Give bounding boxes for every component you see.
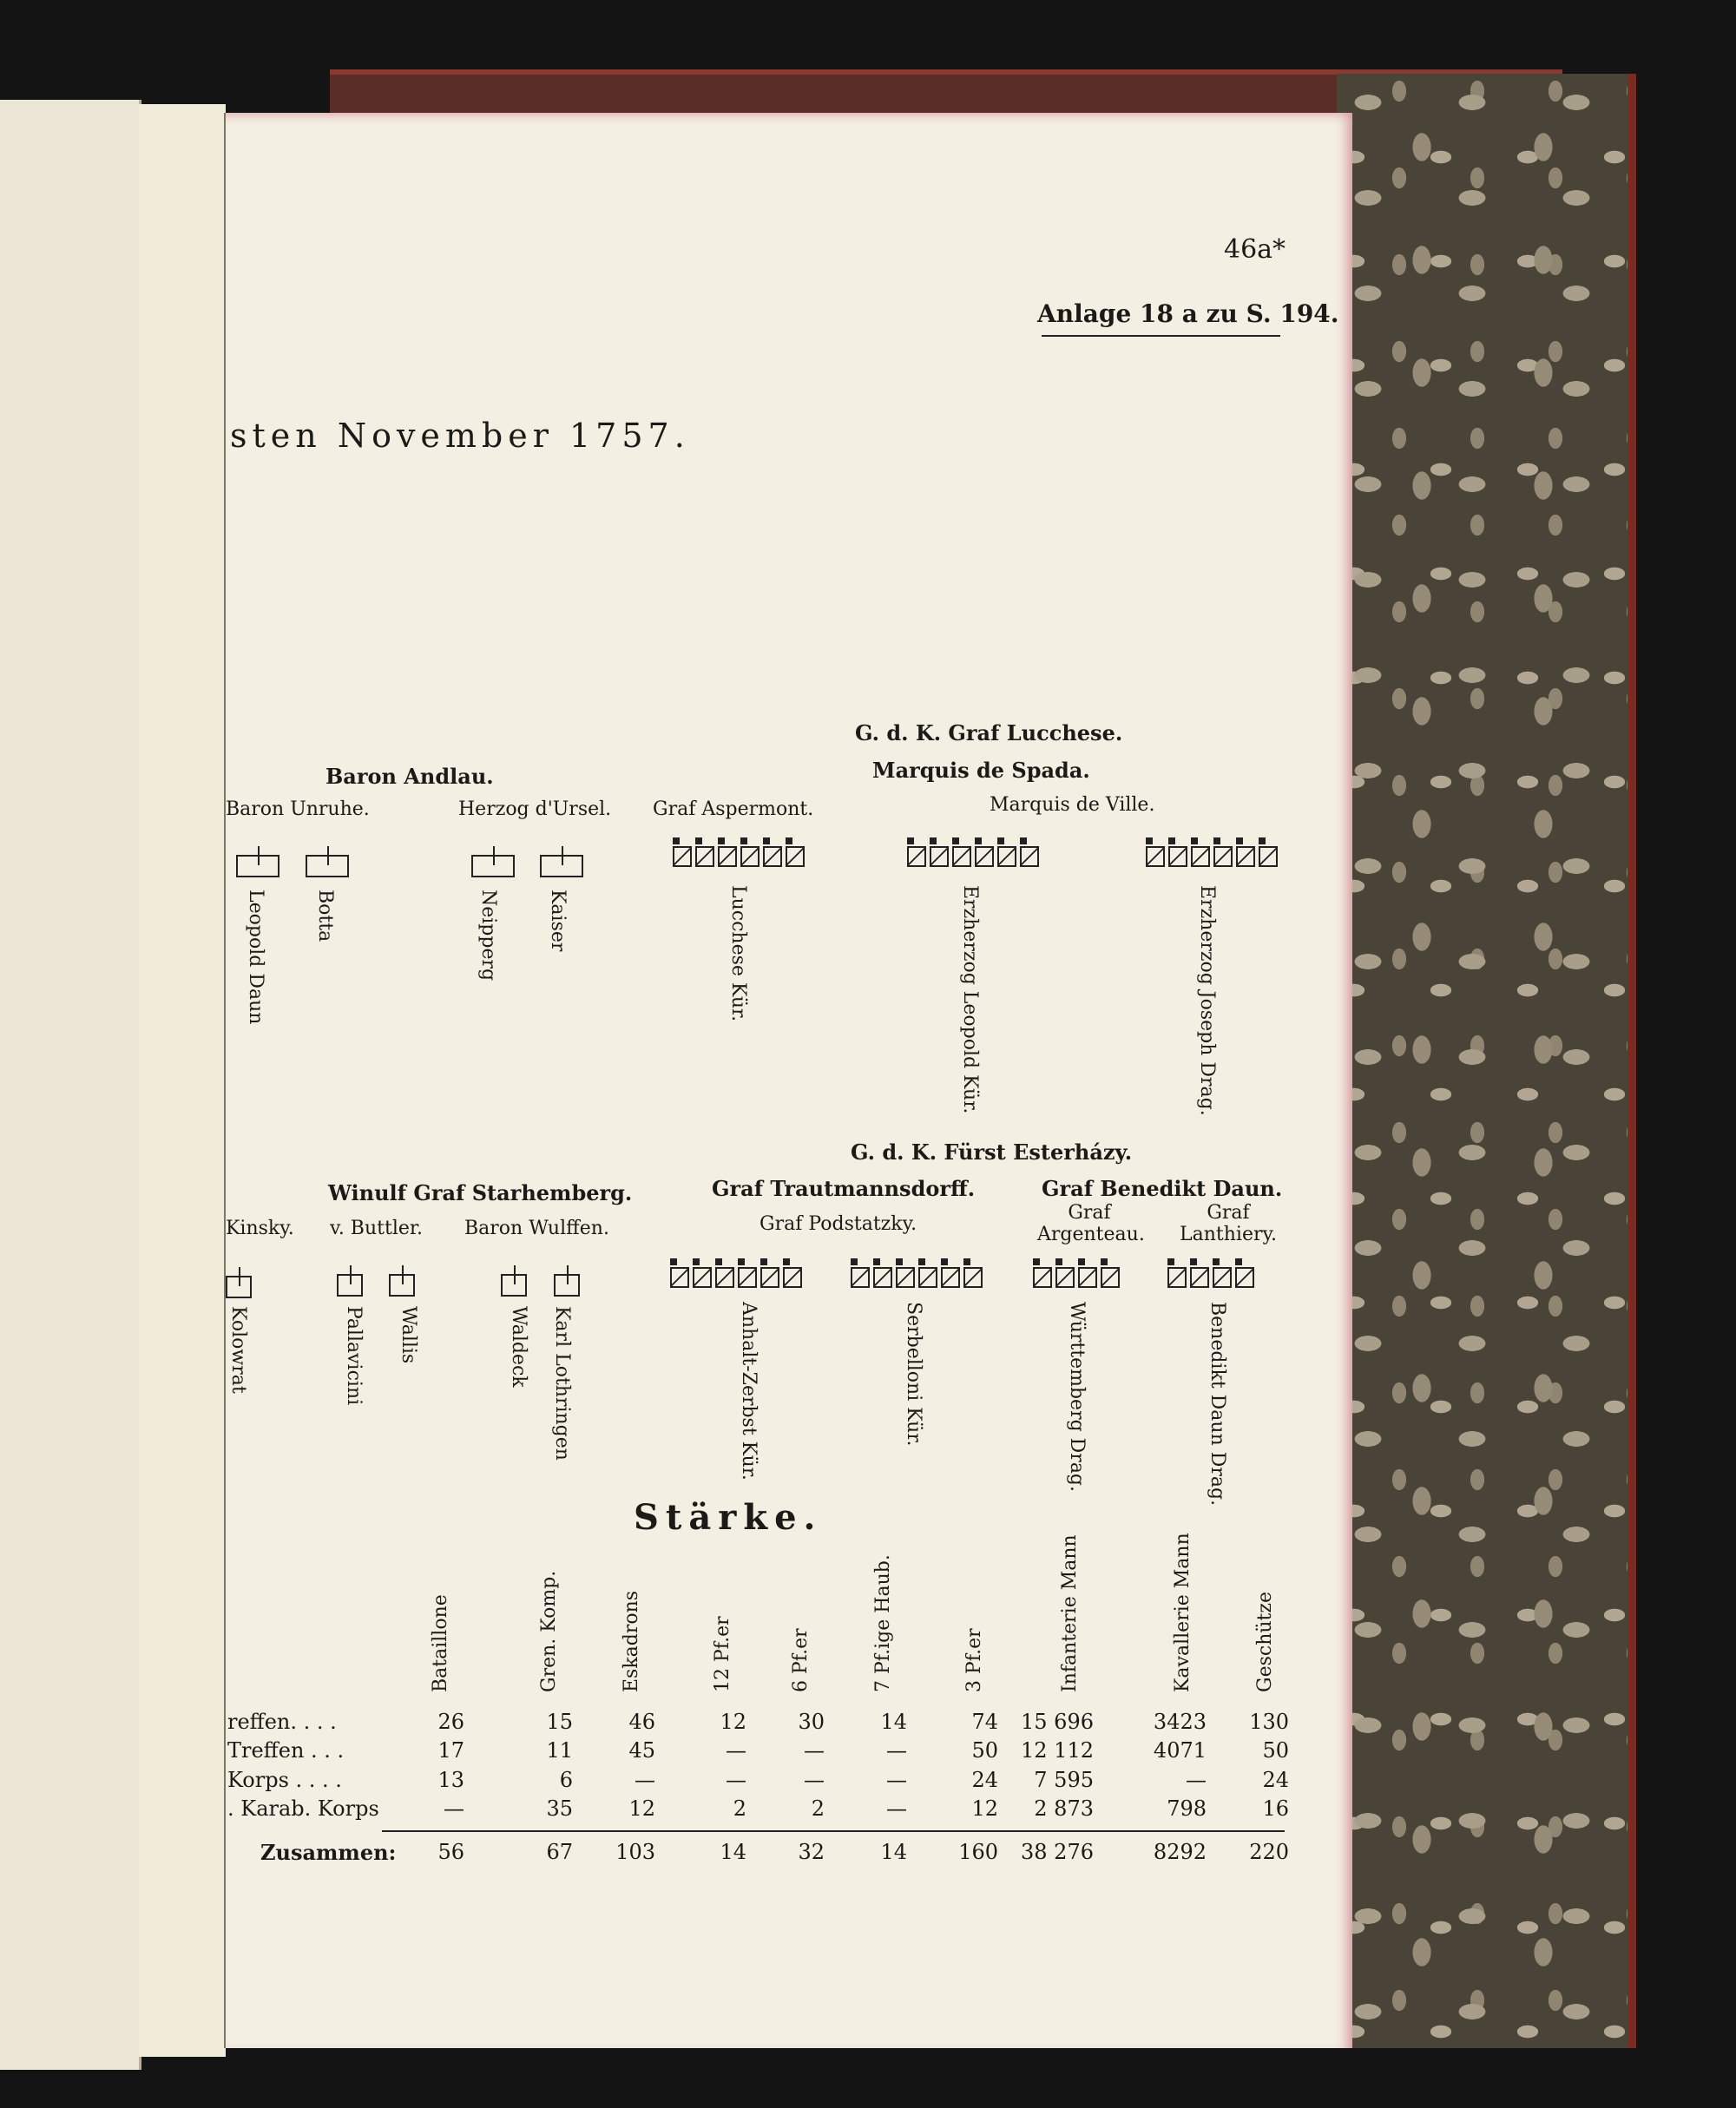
- battalion-symbol: [389, 1274, 415, 1297]
- total-cell: 8292: [1153, 1840, 1207, 1864]
- unit-label: Erzherzog Leopold Kür.: [959, 885, 981, 1114]
- upper-sub-2: Herzog d'Ursel.: [458, 798, 612, 820]
- table-cell: —: [726, 1768, 746, 1792]
- unit-label: Kaiser: [547, 890, 569, 952]
- lower-sub-3: Baron Wulffen.: [464, 1218, 609, 1239]
- staerke-title: Stärke.: [634, 1497, 823, 1538]
- lower-sub-4: Graf Podstatzky.: [760, 1213, 917, 1235]
- page-gutter: [139, 104, 226, 2057]
- total-cell: 14: [720, 1840, 746, 1864]
- column-header: Geschütze: [1254, 1592, 1276, 1692]
- table-cell: 12: [628, 1796, 655, 1821]
- column-header: Eskadrons: [621, 1590, 642, 1692]
- table-cell: 14: [880, 1710, 907, 1734]
- table-cell: 2 873: [1034, 1796, 1094, 1821]
- unit-label: Waldeck: [508, 1306, 529, 1388]
- anlage-underline: [1042, 330, 1280, 337]
- total-cell: 14: [880, 1840, 907, 1864]
- battalion-symbol: [540, 855, 583, 877]
- table-cell: 13: [437, 1768, 464, 1792]
- unit-label: Botta: [314, 890, 336, 942]
- column-header: 7 Pf.ige Haub.: [872, 1554, 894, 1692]
- table-cell: 4071: [1153, 1738, 1207, 1763]
- battalion-symbol: [337, 1274, 363, 1297]
- left-page: [0, 100, 141, 2070]
- table-cell: 15 696: [1021, 1710, 1094, 1734]
- unit-label: Karl Lothringen: [551, 1306, 573, 1461]
- unit-label: Kolowrat: [227, 1306, 249, 1394]
- table-cell: 16: [1262, 1796, 1289, 1821]
- table-cell: 6: [559, 1768, 573, 1792]
- table-cell: 74: [971, 1710, 998, 1734]
- table-cell: —: [1186, 1768, 1207, 1792]
- book-cover-pattern: [1337, 74, 1636, 2048]
- table-cell: 7 595: [1034, 1768, 1094, 1792]
- unit-label: Erzherzog Joseph Drag.: [1196, 885, 1218, 1116]
- row-label: Korps . . . .: [227, 1768, 342, 1792]
- table-cell: 45: [628, 1738, 655, 1763]
- table-cell: 24: [971, 1768, 998, 1792]
- total-cell: 56: [437, 1840, 464, 1864]
- battalion-symbol: [236, 855, 279, 877]
- table-cell: 12: [720, 1710, 746, 1734]
- table-cell: 2: [733, 1796, 746, 1821]
- lower-sub-2: v. Buttler.: [330, 1218, 423, 1239]
- table-cell: —: [444, 1796, 464, 1821]
- table-cell: 26: [437, 1710, 464, 1734]
- lower-group-2: Graf Trautmannsdorff.: [712, 1176, 976, 1201]
- unit-label: Serbelloni Kür.: [903, 1302, 924, 1447]
- unit-label: Pallavicini: [343, 1306, 365, 1406]
- row-label: . Karab. Korps: [227, 1796, 379, 1821]
- column-header: 3 Pf.er: [963, 1628, 985, 1692]
- table-cell: 3423: [1153, 1710, 1207, 1734]
- upper-group-left: Baron Andlau.: [326, 764, 494, 789]
- table-cell: 12 112: [1021, 1738, 1094, 1763]
- table-cell: —: [804, 1768, 825, 1792]
- table-cell: 30: [798, 1710, 825, 1734]
- lower-sub-1: Kinsky.: [226, 1218, 294, 1239]
- table-cell: 2: [811, 1796, 825, 1821]
- unit-label: Leopold Daun: [245, 890, 266, 1025]
- row-label: reffen. . . .: [227, 1710, 337, 1734]
- table-cell: —: [886, 1796, 907, 1821]
- total-cell: 67: [546, 1840, 573, 1864]
- upper-sub-1: Baron Unruhe.: [226, 798, 370, 820]
- table-cell: —: [726, 1738, 746, 1763]
- table-cell: —: [886, 1768, 907, 1792]
- battalion-symbol: [306, 855, 349, 877]
- total-cell: 160: [958, 1840, 998, 1864]
- table-cell: —: [635, 1768, 655, 1792]
- upper-sub-3: Graf Aspermont.: [653, 798, 814, 820]
- unit-label: Neipperg: [477, 890, 499, 982]
- upper-group-right: Marquis de Spada.: [872, 758, 1090, 783]
- table-cell: 50: [971, 1738, 998, 1763]
- anlage-reference: Anlage 18 a zu S. 194.: [1037, 299, 1339, 328]
- cavalry-flags: [673, 846, 805, 867]
- unit-label: Wallis: [398, 1306, 419, 1364]
- table-cell: 11: [546, 1738, 573, 1763]
- column-header: Gren. Komp.: [538, 1570, 560, 1692]
- page-title: sten November 1757.: [230, 417, 690, 455]
- cavalry-flags: [1033, 1267, 1120, 1288]
- battalion-symbol: [226, 1276, 252, 1298]
- column-header: 12 Pf.er: [712, 1616, 733, 1692]
- column-header: Infanterie Mann: [1059, 1534, 1081, 1692]
- table-cell: 24: [1262, 1768, 1289, 1792]
- cavalry-flags: [851, 1267, 983, 1288]
- unit-label: Württemberg Drag.: [1066, 1302, 1088, 1493]
- table-cell: 17: [437, 1738, 464, 1763]
- battalion-symbol: [554, 1274, 580, 1297]
- cavalry-flags: [907, 846, 1039, 867]
- lower-commander: G. d. K. Fürst Esterházy.: [851, 1139, 1133, 1165]
- table-cell: 798: [1167, 1796, 1207, 1821]
- table-cell: 15: [546, 1710, 573, 1734]
- battalion-symbol: [501, 1274, 527, 1297]
- upper-sub-4: Marquis de Ville.: [990, 794, 1155, 816]
- table-cell: —: [804, 1738, 825, 1763]
- unit-label: Benedikt Daun Drag.: [1207, 1302, 1228, 1507]
- total-cell: 32: [798, 1840, 825, 1864]
- table-cell: 12: [971, 1796, 998, 1821]
- unit-label: Lucchese Kür.: [727, 885, 749, 1022]
- table-cell: 35: [546, 1796, 573, 1821]
- column-header: 6 Pf.er: [790, 1628, 812, 1692]
- total-rule: [382, 1830, 1285, 1832]
- cavalry-flags: [1146, 846, 1278, 867]
- unit-label: Anhalt-Zerbst Kür.: [738, 1302, 760, 1481]
- battalion-symbol: [471, 855, 515, 877]
- lower-group-1: Winulf Graf Starhemberg.: [328, 1180, 633, 1205]
- lower-group-3: Graf Benedikt Daun.: [1042, 1176, 1283, 1201]
- table-cell: 46: [628, 1710, 655, 1734]
- total-cell: 103: [615, 1840, 655, 1864]
- cavalry-flags: [1167, 1267, 1254, 1288]
- table-cell: —: [886, 1738, 907, 1763]
- table-cell: 50: [1262, 1738, 1289, 1763]
- table-cell: 130: [1249, 1710, 1289, 1734]
- column-header: Kavallerie Mann: [1172, 1533, 1194, 1692]
- upper-commander: G. d. K. Graf Lucchese.: [855, 720, 1123, 745]
- total-cell: 220: [1249, 1840, 1289, 1864]
- total-cell: 38 276: [1021, 1840, 1094, 1864]
- total-label: Zusammen:: [260, 1840, 397, 1865]
- row-label: Treffen . . .: [227, 1738, 345, 1763]
- page-left-rule: [224, 113, 226, 2048]
- page-number: 46a*: [1224, 234, 1286, 265]
- column-header: Bataillone: [430, 1594, 451, 1692]
- cavalry-flags: [670, 1267, 802, 1288]
- lower-sub-5: Graf Argenteau.: [1037, 1202, 1145, 1245]
- lower-sub-6: Graf Lanthiery.: [1180, 1202, 1277, 1245]
